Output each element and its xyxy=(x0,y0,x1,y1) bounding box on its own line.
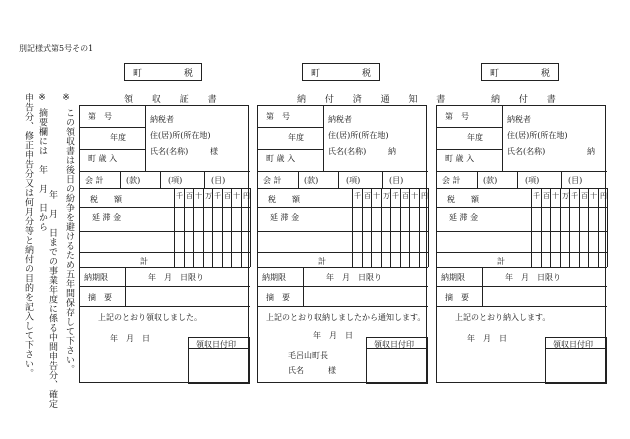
moku-label: (目) xyxy=(389,176,404,185)
number-label: 第 号 xyxy=(445,112,469,121)
rule-line xyxy=(437,171,607,172)
receipt-seal-box xyxy=(366,337,428,384)
digit-header: 千 xyxy=(533,192,540,200)
deadline-value: 年 月 日限り xyxy=(505,273,561,282)
rule-line xyxy=(428,188,429,267)
taxpayer-label: 納税者 xyxy=(150,115,174,124)
rule-line xyxy=(437,306,607,307)
name-label: 氏名(名称) xyxy=(328,147,367,156)
digit-header: 千 xyxy=(214,192,221,200)
rule-line xyxy=(502,106,503,171)
rule-line xyxy=(258,231,428,232)
rule-line xyxy=(437,188,607,189)
statement-text: 上記のとおり領収しました。 xyxy=(98,313,202,322)
digit-header: 百 xyxy=(186,192,193,200)
moku-label: (目) xyxy=(211,176,226,185)
late-fee-label: 延 滞 金 xyxy=(449,213,479,222)
note-mark-2: ※ xyxy=(37,93,47,104)
rule-line xyxy=(125,267,126,306)
rule-line xyxy=(381,188,382,267)
tax-type-box xyxy=(481,63,559,81)
fiscal-year-label: 年度 xyxy=(467,133,483,142)
digit-header: 万 xyxy=(383,192,390,200)
number-label: 第 号 xyxy=(266,112,290,121)
rule-line xyxy=(174,188,175,267)
digit-header: 円 xyxy=(421,192,428,200)
rule-line xyxy=(80,286,250,287)
name-suffix: 納 xyxy=(587,147,595,156)
rule-line xyxy=(362,188,363,267)
date-label: 年 月 日 xyxy=(110,334,150,343)
rule-line xyxy=(390,188,391,267)
rule-line xyxy=(160,171,161,188)
name-label: 氏名(名称) xyxy=(150,147,189,156)
rule-line xyxy=(80,207,250,208)
summary-label: 摘 要 xyxy=(445,293,469,302)
rule-line xyxy=(80,267,250,268)
deadline-value: 年 月 日限り xyxy=(326,273,382,282)
rule-line xyxy=(409,188,410,267)
statement-text: 上記のとおり納入します。 xyxy=(455,313,551,322)
total-label: 計 xyxy=(140,257,148,266)
deadline-value: 年 月 日限り xyxy=(148,273,204,282)
address-label: 住(居)所(所在地) xyxy=(328,131,389,140)
late-fee-label: 延 滞 金 xyxy=(270,213,300,222)
rule-line xyxy=(258,306,428,307)
tax-type-town: 町 xyxy=(490,68,500,79)
name-suffix: 様 xyxy=(210,147,218,156)
kou-label: (項) xyxy=(168,176,183,185)
seal-label: 領収日付印 xyxy=(196,340,236,349)
rule-line xyxy=(204,171,205,188)
rule-line xyxy=(80,306,250,307)
form-heading: 領 収 証 書 xyxy=(124,95,225,105)
rule-line xyxy=(338,171,339,188)
name-suffix: 納 xyxy=(388,147,396,156)
rule-line xyxy=(437,286,607,287)
revenue-label: 町 歳 入 xyxy=(88,154,118,163)
rule-line xyxy=(250,188,251,267)
digit-header: 十 xyxy=(590,192,597,200)
rule-line xyxy=(258,286,428,287)
summary-label: 摘 要 xyxy=(88,293,112,302)
digit-header: 千 xyxy=(392,192,399,200)
rule-line xyxy=(607,188,608,267)
tax-type-box xyxy=(124,63,202,81)
name-label: 氏名(名称) xyxy=(507,147,546,156)
tax-type-tax: 税 xyxy=(183,68,193,79)
seal-label: 領収日付印 xyxy=(374,340,414,349)
note-line-1: この領収書は後日の紛争を避けるため五年間保存して下さい。 xyxy=(64,108,74,374)
rule-line xyxy=(80,252,250,253)
rule-line xyxy=(80,231,250,232)
rule-line xyxy=(184,188,185,267)
total-label: 計 xyxy=(497,257,505,266)
rule-line xyxy=(560,188,561,267)
tax-type-town: 町 xyxy=(311,68,321,79)
digit-header: 百 xyxy=(581,192,588,200)
rule-line xyxy=(437,207,607,208)
account-label: 会 計 xyxy=(442,176,461,185)
digit-header: 千 xyxy=(571,192,578,200)
revenue-label: 町 歳 入 xyxy=(445,154,475,163)
date-label: 年 月 日 xyxy=(467,334,507,343)
rule-line xyxy=(561,171,562,188)
rule-line xyxy=(212,188,213,267)
rule-line xyxy=(80,127,145,128)
rule-line xyxy=(231,188,232,267)
digit-header: 百 xyxy=(224,192,231,200)
rule-line xyxy=(579,188,580,267)
note-line-2a: 摘要欄には 年 月 日から xyxy=(37,108,47,232)
digit-header: 百 xyxy=(543,192,550,200)
rule-line xyxy=(303,267,304,306)
digit-header: 十 xyxy=(373,192,380,200)
form-panel xyxy=(257,105,427,383)
rule-line xyxy=(550,188,551,267)
form-panel xyxy=(79,105,249,383)
rule-line xyxy=(371,188,372,267)
digit-header: 千 xyxy=(176,192,183,200)
rule-line xyxy=(145,106,146,171)
note-line-2c: 申告分、修正申告分又は何月分等と納付の目的を記入して下さい。 xyxy=(23,93,33,378)
rule-line xyxy=(120,171,121,188)
rule-line xyxy=(588,188,589,267)
digit-header: 百 xyxy=(364,192,371,200)
rule-line xyxy=(258,171,428,172)
revenue-label: 町 歳 入 xyxy=(266,154,296,163)
form-title: 別記様式第5号その1 xyxy=(19,44,94,53)
rule-line xyxy=(80,149,145,150)
seal-label: 領収日付印 xyxy=(553,340,593,349)
rule-line xyxy=(80,188,250,189)
kou-label: (項) xyxy=(346,176,361,185)
late-fee-label: 延 滞 金 xyxy=(92,213,122,222)
rule-line xyxy=(258,149,323,150)
fiscal-year-label: 年度 xyxy=(288,133,304,142)
rule-line xyxy=(437,127,502,128)
mayor-label: 毛呂山町長 xyxy=(288,351,328,360)
rule-line xyxy=(258,207,428,208)
rule-line xyxy=(517,171,518,188)
rule-line xyxy=(437,267,607,268)
note-line-2b: 年 月 日までの事業年度に係る中間申告分、確定 xyxy=(47,190,57,409)
rule-line xyxy=(477,171,478,188)
rule-line xyxy=(400,188,401,267)
deadline-label: 納期限 xyxy=(262,273,286,282)
signer-label: 氏名 様 xyxy=(288,366,336,375)
total-label: 計 xyxy=(318,257,326,266)
rule-line xyxy=(258,267,428,268)
digit-header: 千 xyxy=(354,192,361,200)
tax-type-town: 町 xyxy=(133,68,143,79)
kan-label: (款) xyxy=(126,176,141,185)
rule-line xyxy=(80,171,250,172)
rule-line xyxy=(203,188,204,267)
tax-amount-label: 税 額 xyxy=(90,195,122,204)
account-label: 会 計 xyxy=(85,176,104,185)
rule-line xyxy=(531,188,532,267)
digit-header: 円 xyxy=(600,192,607,200)
tax-type-box xyxy=(302,63,380,81)
kan-label: (款) xyxy=(304,176,319,185)
rule-line xyxy=(241,188,242,267)
fiscal-year-label: 年度 xyxy=(110,133,126,142)
deadline-label: 納期限 xyxy=(441,273,465,282)
rule-line xyxy=(437,149,502,150)
tax-amount-label: 税 額 xyxy=(447,195,479,204)
receipt-seal-box xyxy=(188,337,250,384)
summary-label: 摘 要 xyxy=(266,293,290,302)
statement-text: 上記のとおり収納しましたから通知します。 xyxy=(266,313,426,322)
rule-line xyxy=(598,188,599,267)
rule-line xyxy=(419,188,420,267)
rule-line xyxy=(193,188,194,267)
digit-header: 十 xyxy=(411,192,418,200)
digit-header: 十 xyxy=(552,192,559,200)
date-label: 年 月 日 xyxy=(313,331,353,340)
digit-header: 十 xyxy=(233,192,240,200)
tax-amount-label: 税 額 xyxy=(268,195,300,204)
moku-label: (目) xyxy=(568,176,583,185)
number-label: 第 号 xyxy=(88,112,112,121)
rule-line xyxy=(323,106,324,171)
form-heading: 納 付 書 xyxy=(491,95,564,105)
form-heading: 納 付 済 通 知 書 xyxy=(297,95,454,105)
rule-line xyxy=(382,171,383,188)
rule-line xyxy=(222,188,223,267)
rule-line xyxy=(482,267,483,306)
rule-line xyxy=(541,188,542,267)
address-label: 住(居)所(所在地) xyxy=(507,131,568,140)
digit-header: 十 xyxy=(195,192,202,200)
address-label: 住(居)所(所在地) xyxy=(150,131,211,140)
rule-line xyxy=(352,188,353,267)
digit-header: 万 xyxy=(205,192,212,200)
rule-line xyxy=(298,171,299,188)
tax-type-tax: 税 xyxy=(540,68,550,79)
account-label: 会 計 xyxy=(263,176,282,185)
digit-header: 百 xyxy=(402,192,409,200)
receipt-seal-box xyxy=(545,337,607,384)
taxpayer-label: 納税者 xyxy=(507,115,531,124)
taxpayer-label: 納税者 xyxy=(328,115,352,124)
kou-label: (項) xyxy=(525,176,540,185)
rule-line xyxy=(437,231,607,232)
digit-header: 円 xyxy=(243,192,250,200)
note-mark-1: ※ xyxy=(61,93,71,104)
deadline-label: 納期限 xyxy=(84,273,108,282)
rule-line xyxy=(258,188,428,189)
tax-type-tax: 税 xyxy=(361,68,371,79)
form-panel xyxy=(436,105,606,383)
digit-header: 万 xyxy=(562,192,569,200)
rule-line xyxy=(258,252,428,253)
rule-line xyxy=(569,188,570,267)
kan-label: (款) xyxy=(483,176,498,185)
rule-line xyxy=(437,252,607,253)
rule-line xyxy=(258,127,323,128)
